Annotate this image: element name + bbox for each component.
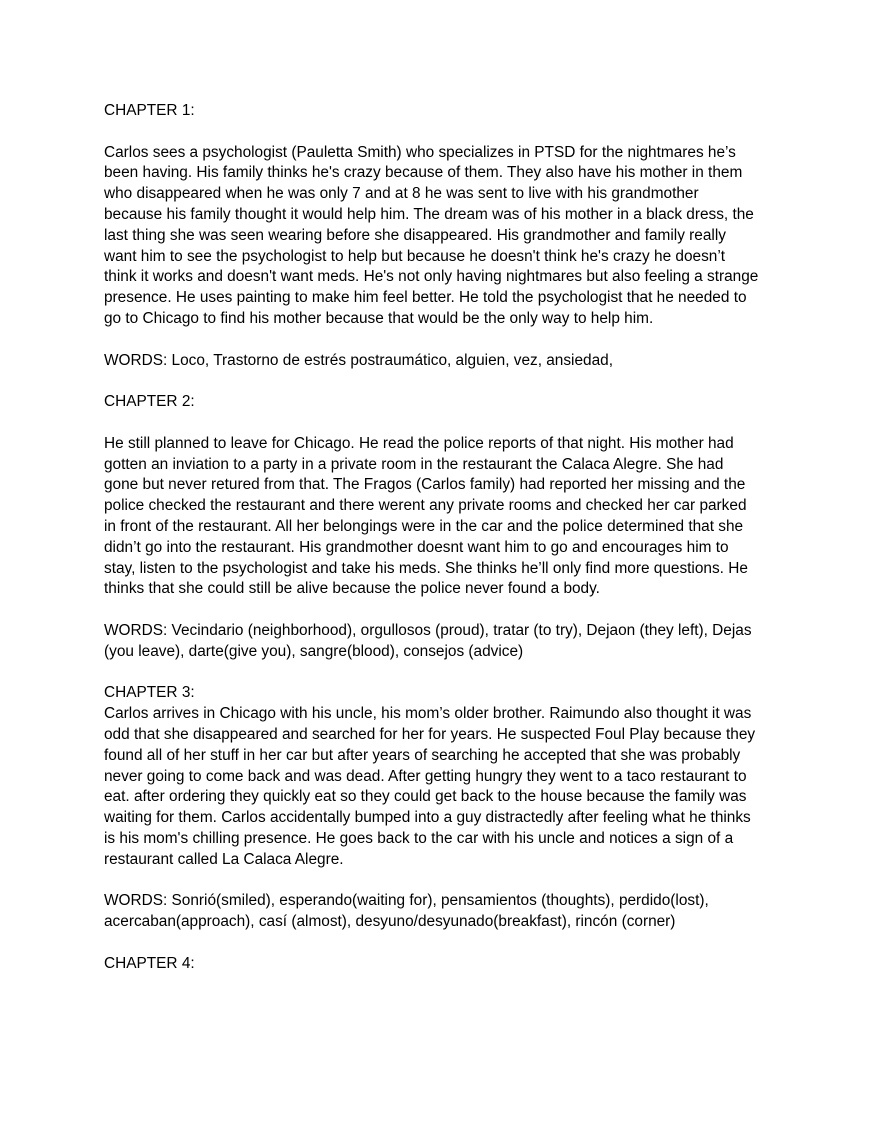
chapter-1-text-line: go to Chicago to find his mother because that would be the only way to help him. xyxy=(104,309,654,327)
chapter-2-text-line: gotten an inviation to a party in a private room in the restaurant the Calaca Alegre. She had xyxy=(104,455,724,473)
blank-line xyxy=(104,933,794,954)
chapter-2-text-line: thinks that she could still be alive because the police never found a body. xyxy=(104,580,600,598)
chapter-4-heading: CHAPTER 4: xyxy=(104,954,195,972)
blank-line xyxy=(104,122,794,143)
chapter-3-text-line: waiting for them. Carlos accidentally bumped into a guy distractedly after feeling what he thinks xyxy=(104,809,751,827)
blank-line xyxy=(104,663,794,684)
blank-line xyxy=(104,600,794,621)
blank-line xyxy=(104,413,794,434)
chapter-2-text-line: didn’t go into the restaurant. His grandmother doesnt want him to go and encourages him to xyxy=(104,538,729,556)
chapter-2-words: (you leave), darte(give you), sangre(blood), consejos (advice) xyxy=(104,642,524,660)
chapter-3-text-line: is his mom's chilling presence. He goes back to the car with his uncle and notices a sign of a xyxy=(104,829,734,847)
chapter-3-text-line: odd that she disappeared and searched for her for years. He suspected Foul Play because they xyxy=(104,725,756,743)
chapter-1-text-line: because his family thought it would help him. The dream was of his mother in a black dress, the xyxy=(104,205,754,223)
chapter-2-text-line: gone but never retured from that. The Fragos (Carlos family) had reported her missing and the xyxy=(104,476,746,494)
blank-line xyxy=(104,870,794,891)
chapter-1-words: WORDS: Loco, Trastorno de estrés postraumático, alguien, vez, ansiedad, xyxy=(104,351,613,369)
chapter-1-text-line: Carlos sees a psychologist (Pauletta Smith) who specializes in PTSD for the nightmares he’s xyxy=(104,143,736,161)
document-page xyxy=(104,101,794,974)
blank-line xyxy=(104,371,794,392)
chapter-3-text-line: eat. after ordering they quickly eat so they could get back to the house because the family was xyxy=(104,788,747,806)
chapter-2-text-line: stay, listen to the psychologist and take his meds. She thinks he’ll only find more questions. He xyxy=(104,559,748,577)
chapter-1-heading: CHAPTER 1: xyxy=(104,102,195,119)
chapter-1-text-line: been having. His family thinks he's crazy because of them. They also have his mother in them xyxy=(104,164,743,182)
chapter-2-words: WORDS: Vecindario (neighborhood), orgullosos (proud), tratar (to try), Dejaon (they left), Dejas xyxy=(104,621,752,639)
chapter-1-text-line: who disappeared when he was only 7 and at 8 he was sent to live with his grandmother xyxy=(104,185,699,203)
chapter-3-text-line: restaurant called La Calaca Alegre. xyxy=(104,850,344,868)
chapter-3-text-line: Carlos arrives in Chicago with his uncle, his mom’s older brother. Raimundo also thought it was xyxy=(104,705,752,723)
chapter-3-text-line: found all of her stuff in her car but after years of searching he accepted that she was probably xyxy=(104,746,741,764)
blank-line xyxy=(104,330,794,351)
chapter-3-words: acercaban(approach), casí (almost), desyuno/desyunado(breakfast), rincón (corner) xyxy=(104,913,676,931)
chapter-3-heading: CHAPTER 3: xyxy=(104,684,195,702)
chapter-3-text-line: never going to come back and was dead. After getting hungry they went to a taco restaurant to xyxy=(104,767,747,785)
chapter-2-text-line: He still planned to leave for Chicago. He read the police reports of that night. His mother had xyxy=(104,434,734,452)
chapter-1-text-line: last thing she was seen wearing before she disappeared. His grandmother and family really xyxy=(104,226,726,244)
chapter-1-text-line: presence. He uses painting to make him feel better. He told the psychologist that he needed to xyxy=(104,289,747,307)
chapter-2-heading: CHAPTER 2: xyxy=(104,393,195,411)
chapter-1-text-line: think it works and doesn't want meds. He's not only having nightmares but also feeling a strange xyxy=(104,268,759,286)
chapter-1-text-line: want him to see the psychologist to help but because he doesn't think he's crazy he doesn’t xyxy=(104,247,726,265)
chapter-3-words: WORDS: Sonrió(smiled), esperando(waiting for), pensamientos (thoughts), perdido(lost), xyxy=(104,892,709,910)
chapter-2-text-line: police checked the restaurant and there werent any private rooms and checked her car parked xyxy=(104,497,747,515)
chapter-2-text-line: in front of the restaurant. All her belongings were in the car and the police determined that she xyxy=(104,517,744,535)
